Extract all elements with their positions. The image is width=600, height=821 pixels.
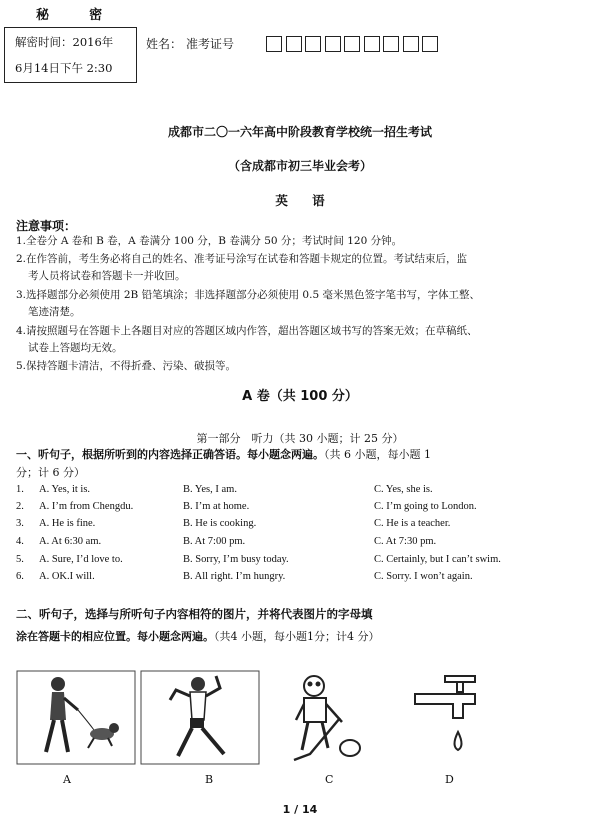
exam-title: 成都市二〇一六年高中阶段教育学校统一招生考试 [167,125,432,139]
id-digit-box [383,36,399,52]
option-b: B. At 7:00 pm. [183,536,246,547]
row-number: 1. [16,484,24,495]
robot-mopping-icon [280,670,380,765]
option-c: C. At 7:30 pm. [374,536,437,547]
page-indicator: 1 / 14 [282,803,318,816]
option-a: A. I’m from Chengdu. [39,501,134,512]
row-number: 6. [16,571,24,582]
answer-row [16,554,576,570]
id-digit-box [344,36,360,52]
option-a: A. He is fine. [39,518,96,529]
note-item-cont: 笔迹清楚。 [28,306,81,318]
row-number: 4. [16,536,24,547]
name-label: 姓名： [146,37,183,51]
exam-subtitle: （含成都市初三毕业会考） [227,159,372,173]
question-2-instructions-cont [16,628,380,644]
release-time-line-2: 6月14日下午 2:30 [15,61,113,75]
section-a-title: A 卷（共 100 分） [242,389,358,404]
release-time-box [4,27,137,83]
option-a: A. OK.I will. [39,571,95,582]
question-1-instructions [16,446,431,462]
id-digit-box [325,36,341,52]
note-item: 1.全卷分 A 卷和 B 卷，A 卷满分 100 分，B 卷满分 50 分；考试时间 120 分钟。 [16,235,403,247]
picture-label: D [445,773,454,786]
note-item-cont: 考人员将试卷和答题卡一并收回。 [28,270,186,282]
notes-heading: 注意事项： [16,219,77,233]
picture-label: A [63,773,71,786]
man-exercising-icon [140,670,260,765]
part-one-heading: 第一部分 听力（共 30 小题；计 25 分） [196,432,404,445]
option-b: B. Sorry, I’m busy today. [183,554,289,565]
answer-row [16,536,576,552]
option-c: C. I’m going to London. [374,501,477,512]
id-digit-box [403,36,419,52]
option-a: A. Yes, it is. [39,484,91,495]
question-2-rest: （共4 小题，每小题1分；计4 分） [214,630,380,643]
id-digit-box [266,36,282,52]
row-number: 5. [16,554,24,565]
answer-row [16,484,576,500]
question-2-instructions: 二、听句子，选择与所听句子内容相符的图片，并将代表图片的字母填 [16,607,373,621]
id-digit-box [364,36,380,52]
note-item: 5.保持答题卡清洁，不得折叠、污染、破损等。 [16,360,237,372]
answer-row [16,571,576,587]
option-a: A. Sure, I’d love to. [39,554,123,565]
question-2-bold: 涂在答题卡的相应位置。每小题念两遍。 [16,630,214,643]
option-a: A. At 6:30 am. [39,536,102,547]
question-1-bold: 一、听句子，根据所听到的内容选择正确答语。每小题念两遍。 [16,448,324,461]
question-1-rest: （共 6 小题，每小题 1 [324,448,431,461]
note-item: 2.在作答前，考生务必将自己的姓名、准考证号涂写在试卷和答题卡规定的位置。考试结束后，监 [16,253,468,265]
option-c: C. He is a teacher. [374,518,451,529]
secret-char-1: 秘 [36,8,51,23]
exam-id-boxes [266,36,442,52]
id-digit-box [286,36,302,52]
row-number: 3. [16,518,24,529]
option-c: C. Certainly, but I can’t swim. [374,554,501,565]
note-item-cont: 试卷上答题均无效。 [28,342,123,354]
answer-row [16,501,576,517]
note-item: 4.请按照题号在答题卡上各题目对应的答题区域内作答，超出答题区域书写的答案无效；在草稿纸、 [16,325,478,337]
option-b: B. He is cooking. [183,518,257,529]
option-c: C. Sorry. I won’t again. [374,571,473,582]
picture-label: B [205,773,214,786]
option-b: B. All right. I’m hungry. [183,571,286,582]
secret-char-2: 密 [89,8,104,23]
dripping-tap-icon [405,670,500,765]
picture-label: C [325,773,334,786]
row-number: 2. [16,501,24,512]
id-digit-box [305,36,321,52]
man-walking-dog-icon [16,670,136,765]
option-b: B. Yes, I am. [183,484,237,495]
exam-id-label: 准考证号 [186,37,235,51]
subject-title: 英 语 [275,193,325,208]
option-b: B. I’m at home. [183,501,250,512]
release-time-line-1: 解密时间：2016年 [15,35,114,49]
option-c: C. Yes, she is. [374,484,433,495]
question-1-instructions-cont: 分；计 6 分） [16,466,85,479]
note-item: 3.选择题部分必须使用 2B 铅笔填涂；非选择题部分必须使用 0.5 毫米黑色签字笔书写，字体工整、 [16,289,480,301]
confidential-mark [36,4,103,23]
answer-row [16,518,576,534]
id-digit-box [422,36,438,52]
